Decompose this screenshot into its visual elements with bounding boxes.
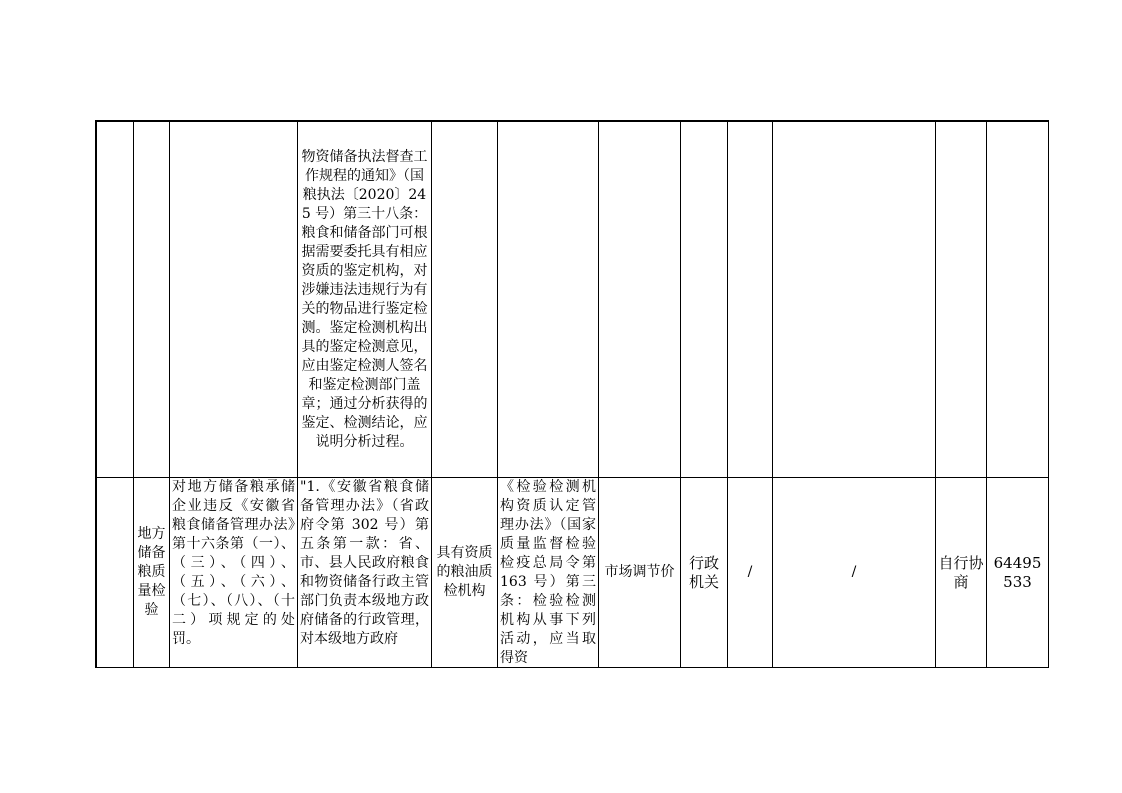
- row2-qualification-text: 具有资质的粮油质检机构: [436, 545, 493, 599]
- row1-fee-type-cell: [598, 121, 680, 477]
- row1-fee-standard-cell: [727, 121, 772, 477]
- row2-fee-authority-text: 行政机关: [688, 553, 719, 591]
- row2-legal-basis-text: "1.《安徽省粮食储备管理办法》（省政府令第 302 号）第五条第一款：省、市、县人民政府粮食和物资储备行政主管部门负责本级地方政府储备的行政管理，对本级地方政府: [300, 479, 429, 647]
- row2-phone-text: 64495533: [993, 553, 1042, 591]
- row1-phone-cell: [986, 121, 1048, 477]
- row1-legal-basis-cell: [297, 121, 431, 477]
- row2-qualification-basis-text: 《检验检测机构资质认定管理办法》（国家质量监督检验检疫总局令第 163 号）第三条：检验检测机构从事下列活动，应当取得资: [500, 479, 596, 666]
- row2-trigger-text: 对地方储备粮承储企业违反《安徽省粮食储备管理办法》第十六条第（一）、（三）、（四）、（五）、（六）、（七）、（八）、（十二）项规定的处罚。: [172, 479, 295, 647]
- row2-index-cell: [96, 477, 133, 667]
- row1-legal-basis-text: 物资储备执法督查工作规程的通知》（国粮执法〔2020〕245 号）第三十八条：粮食和储备部门可根据需要委托具有相应资质的鉴定机构，对涉嫌违法违规行为有关的物品进行鉴定检测。鉴定检测机构出具的鉴定检测意见，应由鉴定检测人签名和鉴定检测部门盖章；通过分析获得的鉴定、检测结论，应说明分析过程。: [301, 148, 428, 450]
- row2-fee-type-cell: [598, 477, 680, 667]
- row1-qualification-basis-cell: [497, 121, 598, 477]
- row2-legal-basis-cell: [297, 477, 431, 667]
- row2-payment-cell: [935, 477, 986, 667]
- row2-phone-cell: [986, 477, 1048, 667]
- row2-fee-standard-cell: [727, 477, 772, 667]
- row2-payment-text: 自行协商: [938, 553, 984, 591]
- row2-fee-basis-cell: [772, 477, 935, 667]
- row2-fee-authority-cell: [680, 477, 727, 667]
- row1-fee-authority-cell: [680, 121, 727, 477]
- row2-item-name-text: 地方储备粮质量检验: [137, 526, 166, 618]
- row2-qualification-basis-cell: [497, 477, 598, 667]
- row1-trigger-cell: [169, 121, 297, 477]
- row2-trigger-cell: [169, 477, 297, 667]
- row1-payment-cell: [935, 121, 986, 477]
- row2-item-name-cell: [133, 477, 169, 667]
- row1-fee-basis-cell: [772, 121, 935, 477]
- row1-qualification-cell: [431, 121, 497, 477]
- row1-item-name-cell: [133, 121, 169, 477]
- row2-fee-type-text: 市场调节价: [604, 564, 675, 580]
- row1-index-cell: [96, 121, 133, 477]
- row2-fee-standard-text: /: [747, 564, 753, 580]
- row2-fee-basis-text: /: [851, 564, 857, 580]
- row2-qualification-cell: [431, 477, 497, 667]
